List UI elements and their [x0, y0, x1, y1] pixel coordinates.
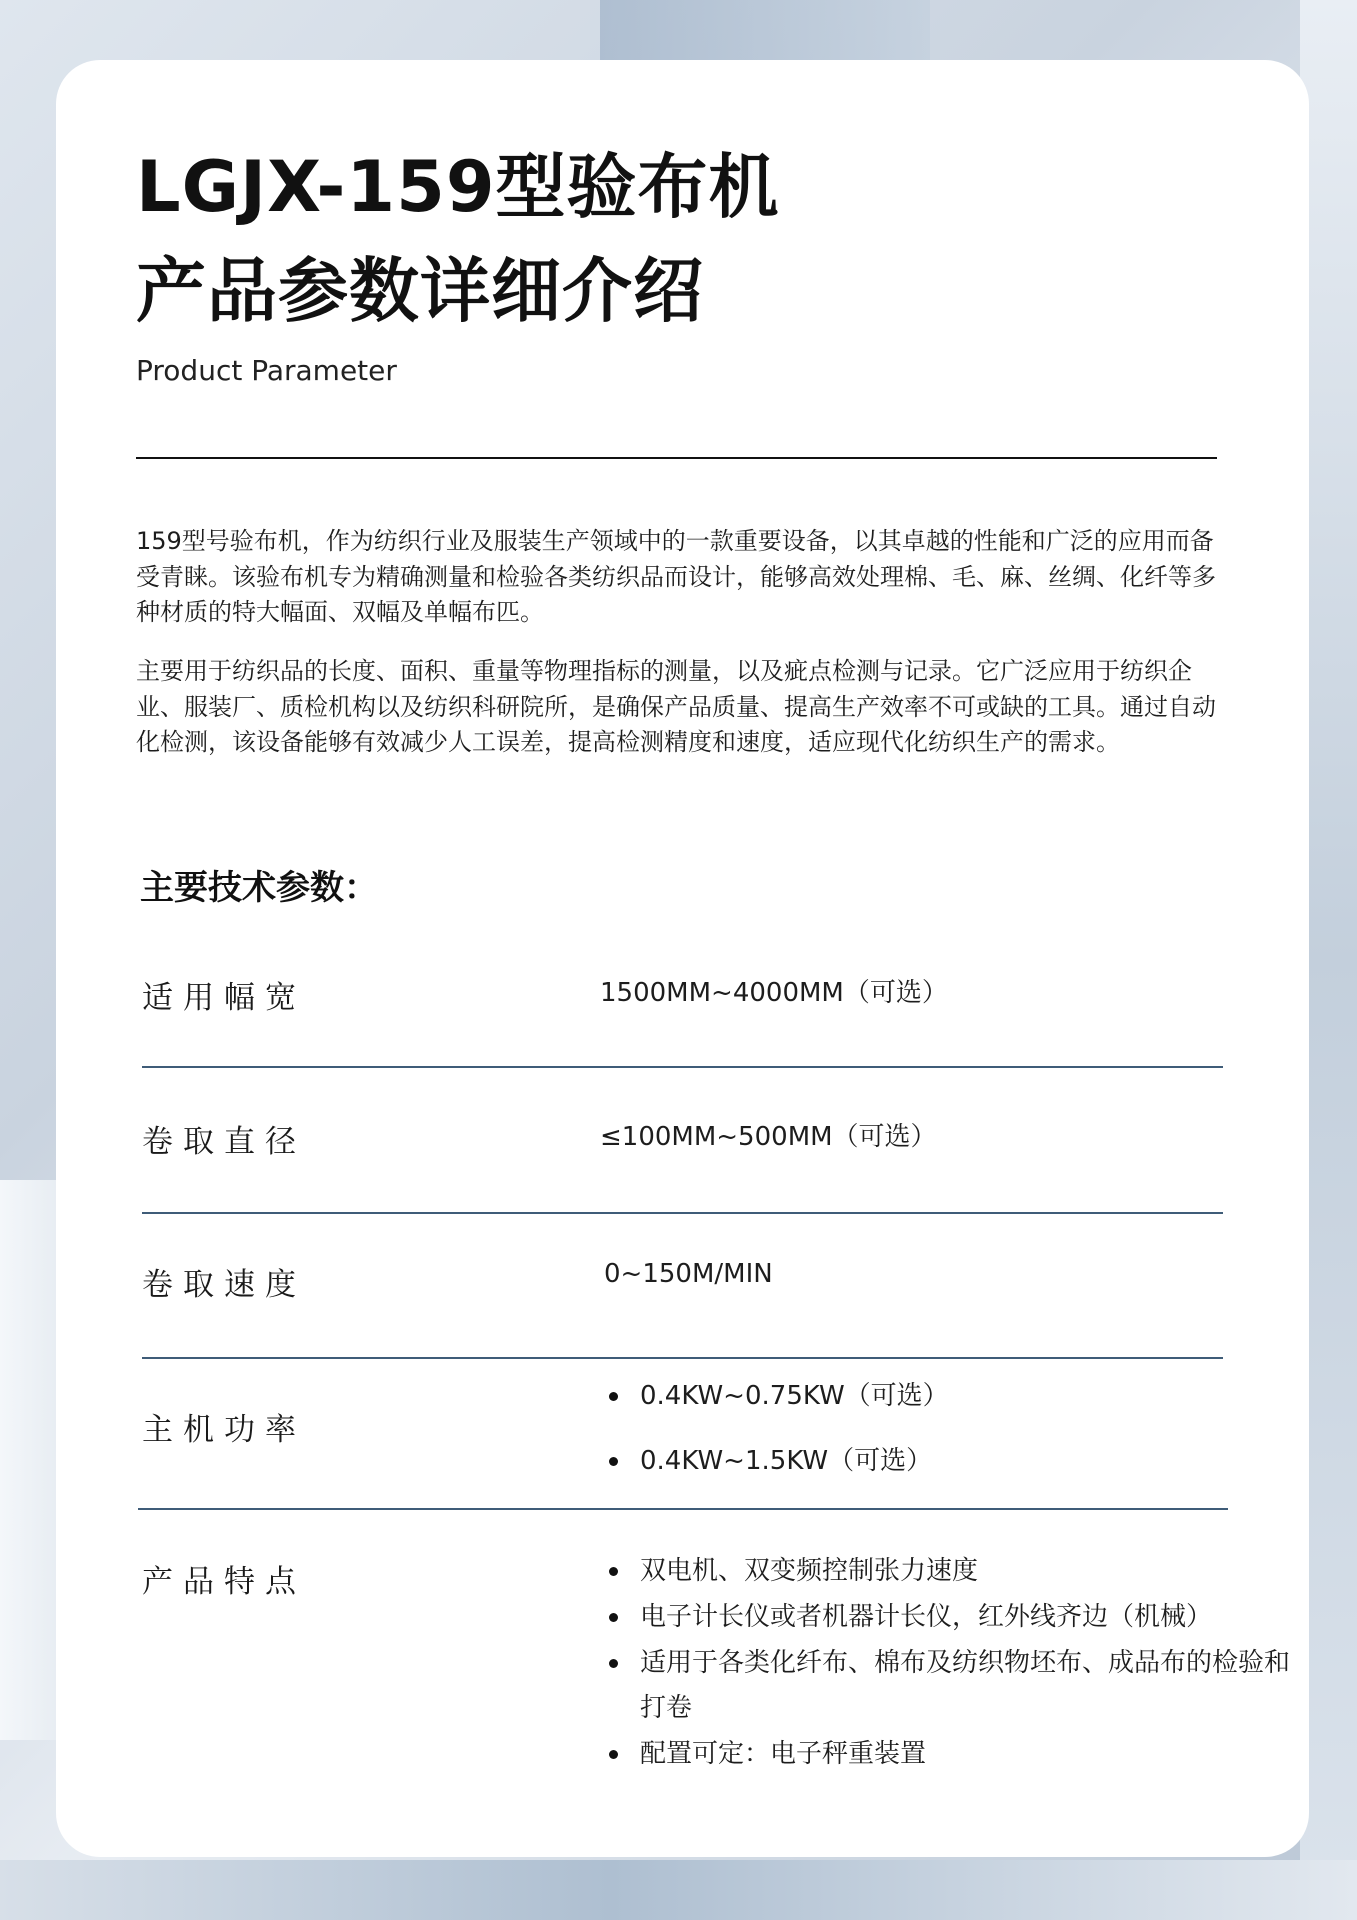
- spec-label-power: 主机功率: [142, 1412, 306, 1448]
- list-item: 电子计长仪或者机器计长仪，红外线齐边（机械）: [604, 1595, 1304, 1640]
- page-title: [136, 135, 780, 343]
- spec-divider: [142, 1066, 1223, 1068]
- spec-divider: [142, 1212, 1223, 1214]
- intro-paragraph-2: 主要用于纺织品的长度、面积、重量等物理指标的测量，以及疵点检测与记录。它广泛应用于纺织企业、服装厂、质检机构以及纺织科研院所，是确保产品质量、提高生产效率不可或缺的工具。通过自动化检测，该设备能够有效减少人工误差，提高检测精度和速度，适应现代化纺织生产的需求。: [136, 657, 1216, 756]
- spec-value-power-list: [604, 1376, 1304, 1506]
- spec-divider: [138, 1508, 1228, 1510]
- spec-label-diameter: 卷取直径: [142, 1124, 306, 1160]
- content-card: [56, 60, 1309, 1857]
- intro-paragraph-1: 159型号验布机，作为纺织行业及服装生产领域中的一款重要设备，以其卓越的性能和广泛的应用而备受青睐。该验布机专为精确测量和检验各类纺织品而设计，能够高效处理棉、毛、麻、丝绸、化纤等多种材质的特大幅面、双幅及单幅布匹。: [136, 527, 1216, 626]
- spec-value-width: 1500MM~4000MM（可选）: [600, 978, 948, 1008]
- list-item: 配置可定：电子秤重装置: [604, 1732, 1304, 1777]
- title-line-2: 产品参数详细介绍: [136, 250, 704, 332]
- list-item: 双电机、双变频控制张力速度: [604, 1549, 1304, 1594]
- list-item: 0.4KW~0.75KW（可选）: [604, 1376, 1304, 1416]
- section-heading: 主要技术参数：: [140, 868, 378, 908]
- spec-label-speed: 卷取速度: [142, 1267, 306, 1303]
- page-subtitle: Product Parameter: [136, 354, 397, 387]
- spec-divider: [142, 1357, 1223, 1359]
- spec-value-diameter: ≤100MM~500MM（可选）: [600, 1122, 937, 1152]
- background-shape: [600, 0, 930, 60]
- list-item: 适用于各类化纤布、棉布及纺织物坯布、成品布的检验和打卷: [604, 1641, 1304, 1731]
- spec-label-features: 产品特点: [142, 1564, 306, 1600]
- background-shape: [0, 1860, 1357, 1920]
- spec-label-width: 适用幅宽: [142, 980, 306, 1016]
- spec-value-features-list: [604, 1549, 1304, 1778]
- list-item: 0.4KW~1.5KW（可选）: [604, 1441, 1304, 1481]
- title-line-1: LGJX-159型验布机: [136, 146, 780, 228]
- title-divider: [136, 457, 1217, 459]
- spec-value-speed: 0~150M/MIN: [604, 1259, 773, 1289]
